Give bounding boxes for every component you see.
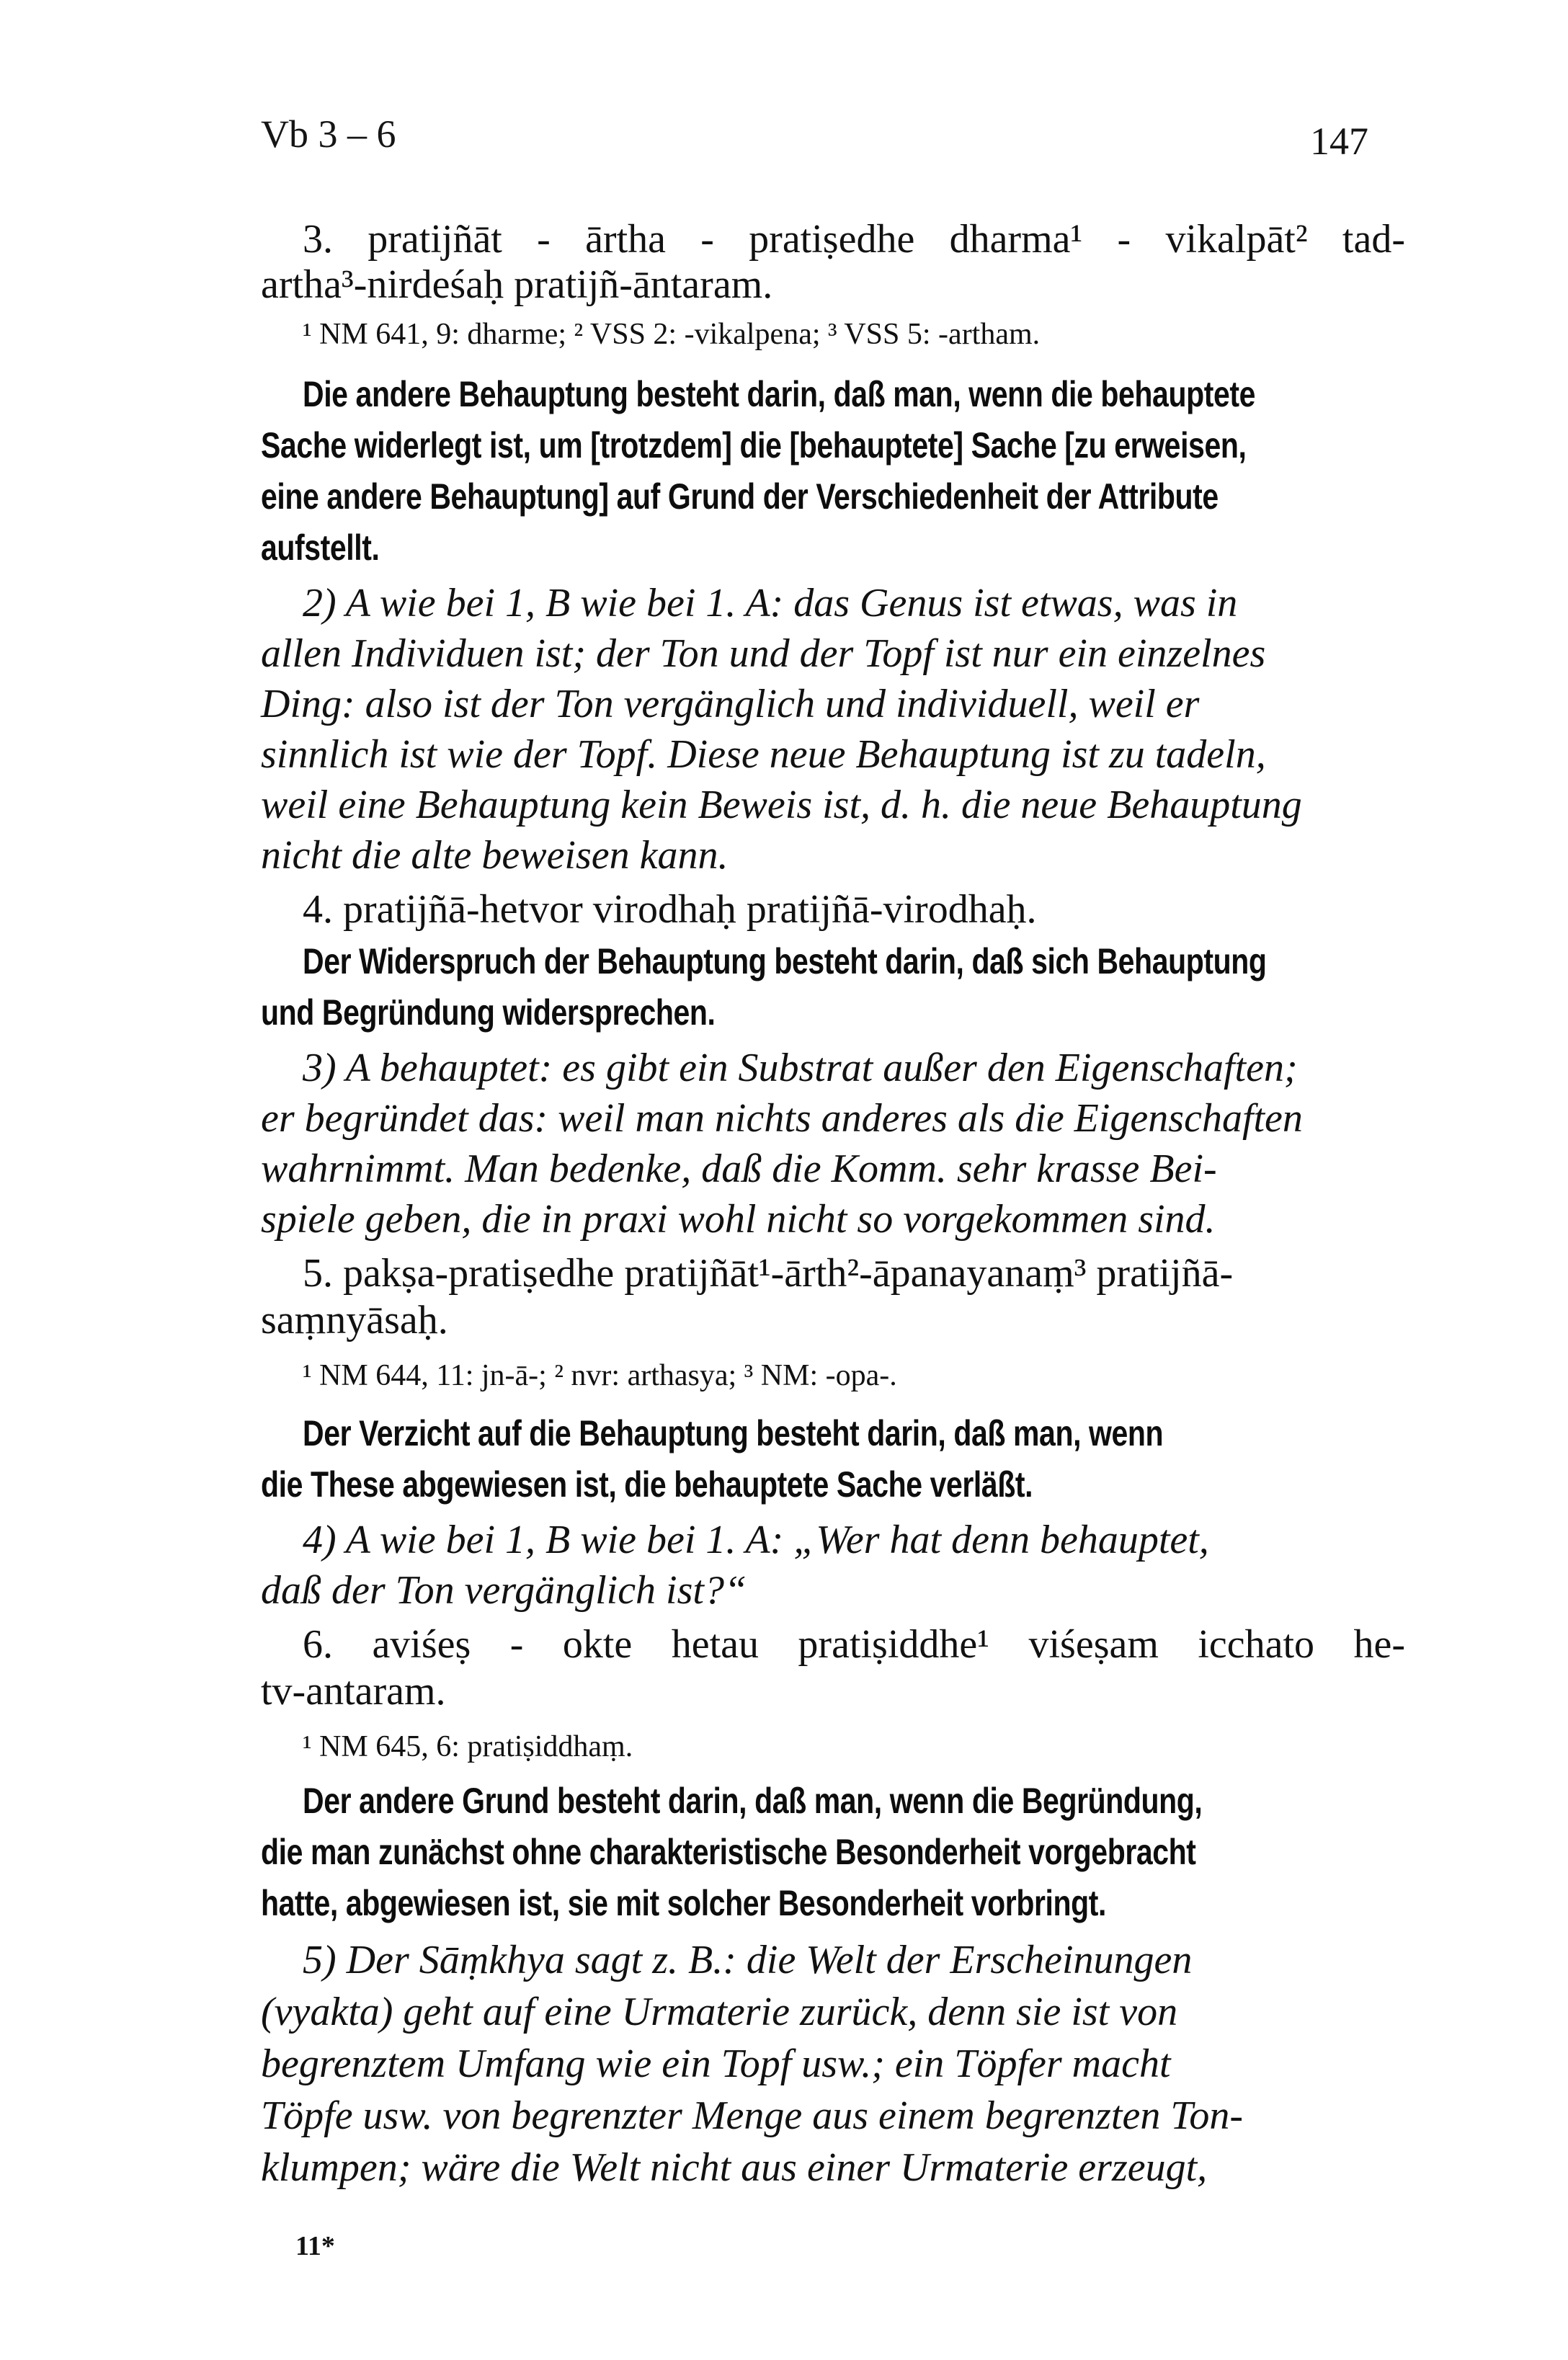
translation-3-line-2: Sache widerlegt ist, um [trotzdem] die [behauptete] Sache [zu erweisen,	[261, 425, 1247, 466]
translation-4-line-1: Der Widerspruch der Behauptung besteht darin, daß sich Behauptung	[303, 941, 1267, 981]
example-2-line-3: Ding: also ist der Ton vergänglich und individuell, weil er	[261, 682, 1200, 726]
example-2-line-6: nicht die alte beweisen kann.	[261, 833, 729, 878]
example-5-line-2: (vyakta) geht auf eine Urmaterie zurück, denn sie ist von	[261, 1990, 1178, 2034]
example-2-line-4: sinnlich ist wie der Topf. Diese neue Behauptung ist zu tadeln,	[261, 732, 1266, 777]
example-2-line-5: weil eine Behauptung kein Beweis ist, d. h. die neue Behauptung	[261, 783, 1302, 827]
sutra-3-line-1: 3. pratijñāt - ārtha - pratiṣedhe dharma¹ - vikalpāt² tad-	[303, 217, 1405, 262]
footnote-sutra-3: ¹ NM 641, 9: dharme; ² VSS 2: -vikalpena; ³ VSS 5: -artham.	[303, 318, 1041, 351]
example-5-line-1: 5) Der Sāṃkhya sagt z. B.: die Welt der Erscheinungen	[303, 1938, 1193, 1982]
printer-signature-mark: 11*	[295, 2231, 335, 2261]
translation-3-line-1: Die andere Behauptung besteht darin, daß man, wenn die behauptete	[303, 374, 1255, 414]
page-number: 147	[1310, 120, 1368, 163]
footnote-sutra-5: ¹ NM 644, 11: jn-ā-; ² nvr: arthasya; ³ NM: -opa-.	[303, 1359, 897, 1392]
example-5-line-3: begrenztem Umfang wie ein Topf usw.; ein Töpfer macht	[261, 2041, 1171, 2086]
translation-6-line-3: hatte, abgewiesen ist, sie mit solcher Besonderheit vorbringt.	[261, 1883, 1106, 1923]
sutra-5-line-2: saṃnyāsaḥ.	[261, 1298, 448, 1342]
example-3-line-2: er begründet das: weil man nichts anderes als die Eigenschaften	[261, 1096, 1303, 1141]
example-3-line-1: 3) A behauptet: es gibt ein Substrat außer den Eigenschaften;	[303, 1046, 1298, 1090]
example-5-line-5: klumpen; wäre die Welt nicht aus einer Urmaterie erzeugt,	[261, 2145, 1208, 2190]
footnote-sutra-6: ¹ NM 645, 6: pratiṣiddhaṃ.	[303, 1730, 633, 1763]
translation-5-line-2: die These abgewiesen ist, die behauptete Sache verläßt.	[261, 1464, 1033, 1505]
example-4-line-1: 4) A wie bei 1, B wie bei 1. A: „Wer hat denn behauptet,	[303, 1518, 1209, 1562]
translation-3-line-3: eine andere Behauptung] auf Grund der Verschiedenheit der Attribute	[261, 476, 1219, 517]
sutra-3-line-2: artha³-nirdeśaḥ pratijñ-āntaram.	[261, 262, 773, 307]
example-2-line-1: 2) A wie bei 1, B wie bei 1. A: das Genus ist etwas, was in	[303, 581, 1238, 625]
running-header-section: Vb 3 – 6	[261, 112, 396, 156]
translation-6-line-2: die man zunächst ohne charakteristische Besonderheit vorgebracht	[261, 1832, 1196, 1872]
sutra-5-line-1: 5. pakṣa-pratiṣedhe pratijñāt¹-ārth²-āpanayanaṃ³ pratijñā-	[303, 1251, 1234, 1296]
translation-4-line-2: und Begründung widersprechen.	[261, 992, 716, 1033]
sutra-6-line-1: 6. aviśeṣ - okte hetau pratiṣiddhe¹ viśeṣam icchato he-	[303, 1622, 1405, 1667]
sutra-4-line-1: 4. pratijñā-hetvor virodhaḥ pratijñā-virodhaḥ.	[303, 887, 1037, 932]
example-3-line-4: spiele geben, die in praxi wohl nicht so vorgekommen sind.	[261, 1197, 1216, 1242]
example-3-line-3: wahrnimmt. Man bedenke, daß die Komm. sehr krasse Bei-	[261, 1146, 1217, 1191]
example-5-line-4: Töpfe usw. von begrenzter Menge aus einem begrenzten Ton-	[261, 2093, 1243, 2138]
translation-6-line-1: Der andere Grund besteht darin, daß man, wenn die Begründung,	[303, 1781, 1203, 1821]
sutra-6-line-2: tv-antaram.	[261, 1669, 446, 1714]
translation-3-line-4: aufstellt.	[261, 527, 380, 568]
example-2-line-2: allen Individuen ist; der Ton und der Topf ist nur ein einzelnes	[261, 631, 1266, 676]
translation-5-line-1: Der Verzicht auf die Behauptung besteht darin, daß man, wenn	[303, 1413, 1164, 1453]
example-4-line-2: daß der Ton vergänglich ist?“	[261, 1568, 747, 1613]
